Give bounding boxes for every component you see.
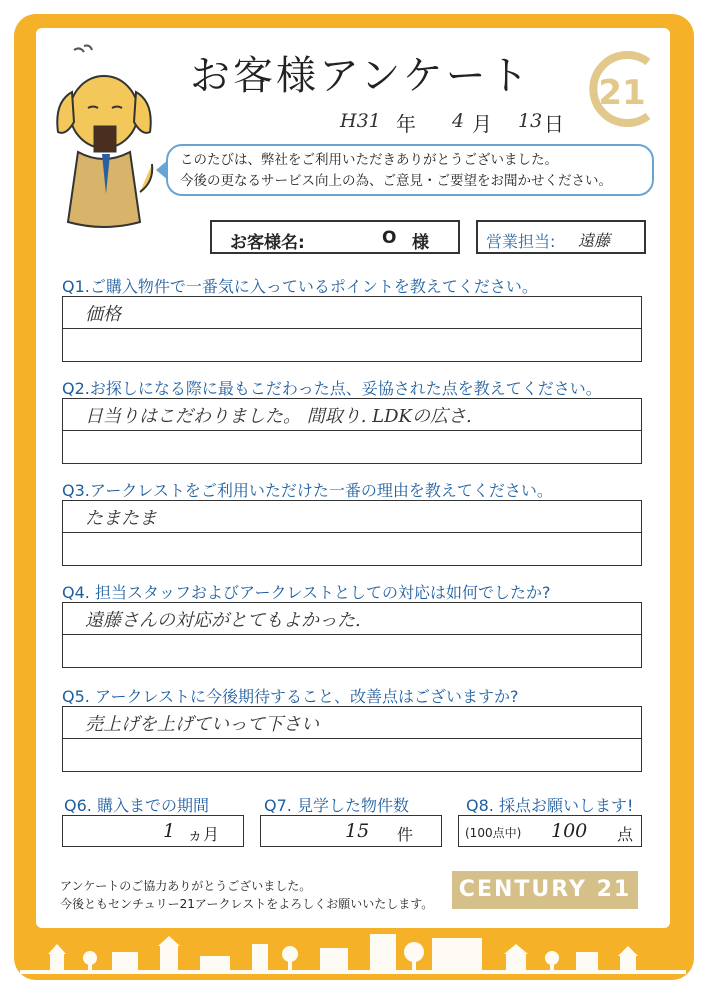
viewed-count-value: 15 bbox=[345, 820, 370, 842]
answer-3: たまたま bbox=[85, 508, 157, 529]
question-7: Q7. 見学した物件数 bbox=[264, 796, 409, 815]
question-1: Q1.ご購入物件で一番気に入っているポイントを教えてください。 bbox=[62, 277, 538, 296]
viewed-count-box bbox=[260, 815, 442, 847]
answer-1: 価格 bbox=[85, 304, 121, 325]
customer-name-label: お客様名: bbox=[230, 233, 305, 253]
customer-name-suffix: 様 bbox=[412, 233, 429, 253]
date-month-unit: 月 bbox=[472, 112, 492, 136]
customer-name-box bbox=[210, 220, 460, 254]
period-value: 1 bbox=[163, 820, 176, 842]
page-title: お客様アンケート bbox=[190, 53, 532, 99]
century21-brand: CENTURY 21 bbox=[452, 871, 638, 909]
score-box bbox=[458, 815, 642, 847]
staff-value: 遠藤 bbox=[578, 231, 611, 250]
answer-box-2 bbox=[62, 398, 642, 464]
century21-logo-icon bbox=[578, 48, 660, 130]
answer-box-3 bbox=[62, 500, 642, 566]
score-value: 100 bbox=[551, 820, 588, 842]
period-box bbox=[62, 815, 244, 847]
date-era-unit: 年 bbox=[396, 112, 416, 136]
answer-2: 日当りはこだわりました。 間取り. LDKの広さ. bbox=[85, 406, 472, 427]
answer-box-1 bbox=[62, 296, 642, 362]
question-5: Q5. アークレストに今後期待すること、改善点はございますか? bbox=[62, 687, 519, 706]
date-day-unit: 日 bbox=[544, 112, 564, 136]
staff-box bbox=[476, 220, 646, 254]
answer-box-4 bbox=[62, 602, 642, 668]
intro-line-2: 今後の更なるサービス向上の為、ご意見・ご要望をお聞かせください。 bbox=[180, 173, 612, 189]
mascot-dog-icon bbox=[44, 42, 164, 242]
intro-bubble bbox=[166, 144, 654, 196]
question-4: Q4. 担当スタッフおよびアークレストとしての対応は如何でしたか? bbox=[62, 583, 551, 602]
logo-number: 21 bbox=[598, 73, 646, 113]
date-era: H31 bbox=[340, 110, 381, 132]
period-unit: ヵ月 bbox=[187, 825, 220, 844]
viewed-count-unit: 件 bbox=[397, 825, 414, 844]
thanks-line-1: アンケートのご協力ありがとうございました。 bbox=[60, 879, 312, 893]
question-8: Q8. 採点お願いします! bbox=[466, 796, 634, 815]
answer-4: 遠藤さんの対応がとてもよかった. bbox=[85, 610, 361, 631]
question-3: Q3.アークレストをご利用いただけた一番の理由を教えてください。 bbox=[62, 481, 553, 500]
staff-label: 営業担当: bbox=[486, 232, 556, 251]
answer-5: 売上げを上げていって下さい bbox=[85, 714, 319, 735]
thanks-line-2: 今後ともセンチュリー21アークレストをよろしくお願いいたします。 bbox=[60, 897, 434, 911]
thanks-text bbox=[60, 877, 433, 913]
customer-name-value: O bbox=[382, 228, 397, 248]
town-silhouette-icon bbox=[20, 924, 686, 980]
score-unit: 点 bbox=[617, 825, 634, 844]
question-6: Q6. 購入までの期間 bbox=[64, 796, 209, 815]
question-2: Q2.お探しになる際に最もこだわった点、妥協された点を教えてください。 bbox=[62, 379, 602, 398]
date-month: 4 bbox=[452, 110, 465, 132]
score-prefix: (100点中) bbox=[465, 826, 522, 840]
intro-line-1: このたびは、弊社をご利用いただきありがとうございました。 bbox=[180, 152, 558, 168]
answer-box-5 bbox=[62, 706, 642, 772]
date-day: 13 bbox=[518, 110, 543, 132]
